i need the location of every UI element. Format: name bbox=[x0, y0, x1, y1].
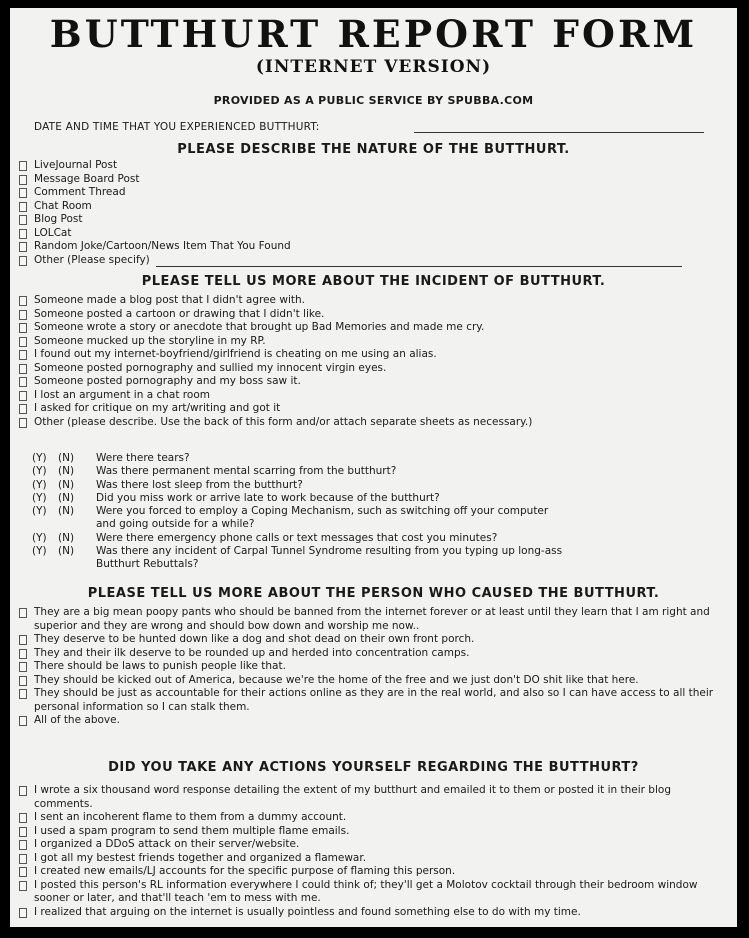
yes-option[interactable]: (Y) bbox=[32, 478, 47, 491]
checkbox[interactable] bbox=[19, 840, 27, 850]
checkbox[interactable] bbox=[19, 391, 27, 401]
provided-by: PROVIDED AS A PUBLIC SERVICE BY SPUBBA.COM bbox=[213, 94, 534, 107]
checkbox[interactable] bbox=[19, 881, 27, 891]
no-option[interactable]: (N) bbox=[58, 531, 75, 544]
checkbox-item[interactable]: Someone mucked up the storyline in my RP. bbox=[16, 335, 532, 349]
checkbox[interactable] bbox=[19, 242, 27, 252]
checkbox[interactable] bbox=[19, 689, 27, 699]
checkbox-item[interactable]: LiveJournal Post bbox=[16, 159, 682, 173]
checkbox-item[interactable]: I used a spam program to send them multiple flame emails. bbox=[16, 825, 728, 839]
section3-list bbox=[16, 606, 728, 728]
checkbox[interactable] bbox=[19, 310, 27, 320]
checkbox-item[interactable]: I asked for critique on my art/writing and got it bbox=[16, 402, 532, 416]
checkbox-item[interactable]: Someone made a blog post that I didn't agree with. bbox=[16, 294, 532, 308]
checkbox-item[interactable]: Message Board Post bbox=[16, 173, 682, 187]
checkbox[interactable] bbox=[19, 256, 27, 266]
checkbox-item-other[interactable]: Other (Please specify) bbox=[16, 254, 682, 268]
no-option[interactable]: (N) bbox=[58, 452, 75, 464]
checkbox-item[interactable]: I posted this person's RL information everywhere I could think of; they'll get a Molotov cocktail through their bedroom window sooner or later, and that'll teach 'em to mess with me. bbox=[16, 879, 728, 906]
checkbox[interactable] bbox=[19, 404, 27, 414]
checkbox-item[interactable]: Comment Thread bbox=[16, 186, 682, 200]
section4-list bbox=[16, 784, 728, 919]
checkbox-item[interactable]: Chat Room bbox=[16, 200, 682, 214]
checkbox[interactable] bbox=[19, 161, 27, 171]
yes-option[interactable]: (Y) bbox=[32, 505, 47, 518]
section2-heading: PLEASE TELL US MORE ABOUT THE INCIDENT OF BUTTHURT. bbox=[141, 274, 606, 289]
checkbox[interactable] bbox=[19, 364, 27, 374]
date-field-row bbox=[34, 120, 320, 134]
section4-heading: DID YOU TAKE ANY ACTIONS YOURSELF REGARDING THE BUTTHURT? bbox=[108, 760, 639, 775]
checkbox-item[interactable]: Someone posted pornography and my boss saw it. bbox=[16, 375, 532, 389]
date-label: DATE AND TIME THAT YOU EXPERIENCED BUTTHURT: bbox=[34, 121, 320, 133]
section1-list bbox=[16, 159, 682, 267]
yn-question-continuation: and going outside for a while? bbox=[96, 518, 255, 531]
checkbox[interactable] bbox=[19, 188, 27, 198]
no-option[interactable]: (N) bbox=[58, 491, 75, 504]
section1-heading: PLEASE DESCRIBE THE NATURE OF THE BUTTHURT. bbox=[177, 142, 570, 157]
checkbox[interactable] bbox=[19, 786, 27, 796]
checkbox[interactable] bbox=[19, 377, 27, 387]
checkbox[interactable] bbox=[19, 202, 27, 212]
checkbox[interactable] bbox=[19, 215, 27, 225]
checkbox[interactable] bbox=[19, 649, 27, 659]
yn-question: (Y) (N) Was there permanent mental scarring from the butthurt? bbox=[32, 465, 397, 478]
yn-question: (Y) (N) Were there tears? bbox=[32, 452, 190, 464]
checkbox-item[interactable]: I got all my bestest friends together and organized a flamewar. bbox=[16, 852, 728, 866]
yn-question-continuation: Butthurt Rebuttals? bbox=[96, 558, 199, 571]
form-subtitle: (INTERNET VERSION) bbox=[255, 57, 492, 77]
checkbox-item[interactable]: They should be kicked out of America, because we're the home of the free and we just don't DO shit like that here. bbox=[16, 674, 728, 688]
checkbox-item[interactable]: They and their ilk deserve to be rounded up and herded into concentration camps. bbox=[16, 647, 728, 661]
date-input-line[interactable] bbox=[414, 132, 704, 133]
checkbox-item[interactable]: I organized a DDoS attack on their server/website. bbox=[16, 838, 728, 852]
yes-option[interactable]: (Y) bbox=[32, 531, 47, 544]
checkbox[interactable] bbox=[19, 418, 27, 428]
section3-heading: PLEASE TELL US MORE ABOUT THE PERSON WHO CAUSED THE BUTTHURT. bbox=[87, 586, 660, 601]
yn-question: (Y) (N) Were there emergency phone calls or text messages that cost you minutes? bbox=[32, 531, 498, 544]
checkbox[interactable] bbox=[19, 337, 27, 347]
checkbox[interactable] bbox=[19, 350, 27, 360]
checkbox[interactable] bbox=[19, 908, 27, 918]
yes-no-questions bbox=[32, 452, 562, 572]
checkbox[interactable] bbox=[19, 854, 27, 864]
checkbox-item[interactable]: Someone posted a cartoon or drawing that I didn't like. bbox=[16, 308, 532, 322]
yes-option[interactable]: (Y) bbox=[32, 491, 47, 504]
checkbox-item[interactable]: There should be laws to punish people like that. bbox=[16, 660, 728, 674]
checkbox-item[interactable]: I lost an argument in a chat room bbox=[16, 389, 532, 403]
yn-question: (Y) (N) Were you forced to employ a Coping Mechanism, such as switching off your computer bbox=[32, 505, 549, 518]
form-title: BUTTHURT REPORT FORM bbox=[49, 12, 698, 56]
yn-question: (Y) (N) Was there any incident of Carpal Tunnel Syndrome resulting from you typing up long-ass bbox=[32, 545, 563, 558]
no-option[interactable]: (N) bbox=[58, 505, 75, 518]
checkbox[interactable] bbox=[19, 323, 27, 333]
checkbox[interactable] bbox=[19, 662, 27, 672]
checkbox-item[interactable]: They should be just as accountable for their actions online as they are in the real world, and also so I can have access to all their personal information so I can stalk them. bbox=[16, 687, 728, 714]
yes-option[interactable]: (Y) bbox=[32, 465, 47, 478]
checkbox[interactable] bbox=[19, 867, 27, 877]
other-specify-line[interactable] bbox=[156, 256, 682, 267]
no-option[interactable]: (N) bbox=[58, 545, 75, 558]
checkbox-item[interactable]: I realized that arguing on the internet is usually pointless and found something else to do with my time. bbox=[16, 906, 728, 920]
checkbox-item[interactable]: I wrote a six thousand word response detailing the extent of my butthurt and emailed it to them or posted it in their blog comments. bbox=[16, 784, 728, 811]
checkbox-item[interactable]: Someone posted pornography and sullied my innocent virgin eyes. bbox=[16, 362, 532, 376]
checkbox[interactable] bbox=[19, 296, 27, 306]
checkbox[interactable] bbox=[19, 676, 27, 686]
yn-question: (Y) (N) Did you miss work or arrive late to work because of the butthurt? bbox=[32, 491, 440, 504]
checkbox[interactable] bbox=[19, 229, 27, 239]
checkbox-item[interactable]: They deserve to be hunted down like a dog and shot dead on their own front porch. bbox=[16, 633, 728, 647]
report-form bbox=[10, 8, 737, 927]
checkbox-item[interactable]: All of the above. bbox=[16, 714, 728, 728]
section2-list bbox=[16, 294, 532, 429]
checkbox[interactable] bbox=[19, 175, 27, 185]
no-option[interactable]: (N) bbox=[58, 465, 75, 478]
yes-option[interactable]: (Y) bbox=[32, 545, 47, 558]
checkbox-item[interactable]: Someone wrote a story or anecdote that brought up Bad Memories and made me cry. bbox=[16, 321, 532, 335]
checkbox[interactable] bbox=[19, 813, 27, 823]
checkbox-item[interactable]: Random Joke/Cartoon/News Item That You Found bbox=[16, 240, 682, 254]
checkbox-item[interactable]: Blog Post bbox=[16, 213, 682, 227]
yes-option[interactable]: (Y) bbox=[32, 452, 47, 464]
checkbox[interactable] bbox=[19, 827, 27, 837]
yn-question: (Y) (N) Was there lost sleep from the butthurt? bbox=[32, 478, 303, 491]
checkbox[interactable] bbox=[19, 716, 27, 726]
checkbox-item[interactable]: I found out my internet-boyfriend/girlfriend is cheating on me using an alias. bbox=[16, 348, 532, 362]
checkbox-item[interactable]: They are a big mean poopy pants who should be banned from the internet forever or at least until they learn that I am right and superior and they are wrong and should bow down and worship me now.. bbox=[16, 606, 728, 633]
checkbox-item[interactable]: I sent an incoherent flame to them from a dummy account. bbox=[16, 811, 728, 825]
checkbox[interactable] bbox=[19, 608, 27, 618]
checkbox-item[interactable]: LOLCat bbox=[16, 227, 682, 241]
checkbox[interactable] bbox=[19, 635, 27, 645]
checkbox-item[interactable]: Other (please describe. Use the back of this form and/or attach separate sheets as necessary.) bbox=[16, 416, 532, 430]
no-option[interactable]: (N) bbox=[58, 478, 75, 491]
checkbox-item[interactable]: I created new emails/LJ accounts for the specific purpose of flaming this person. bbox=[16, 865, 728, 879]
